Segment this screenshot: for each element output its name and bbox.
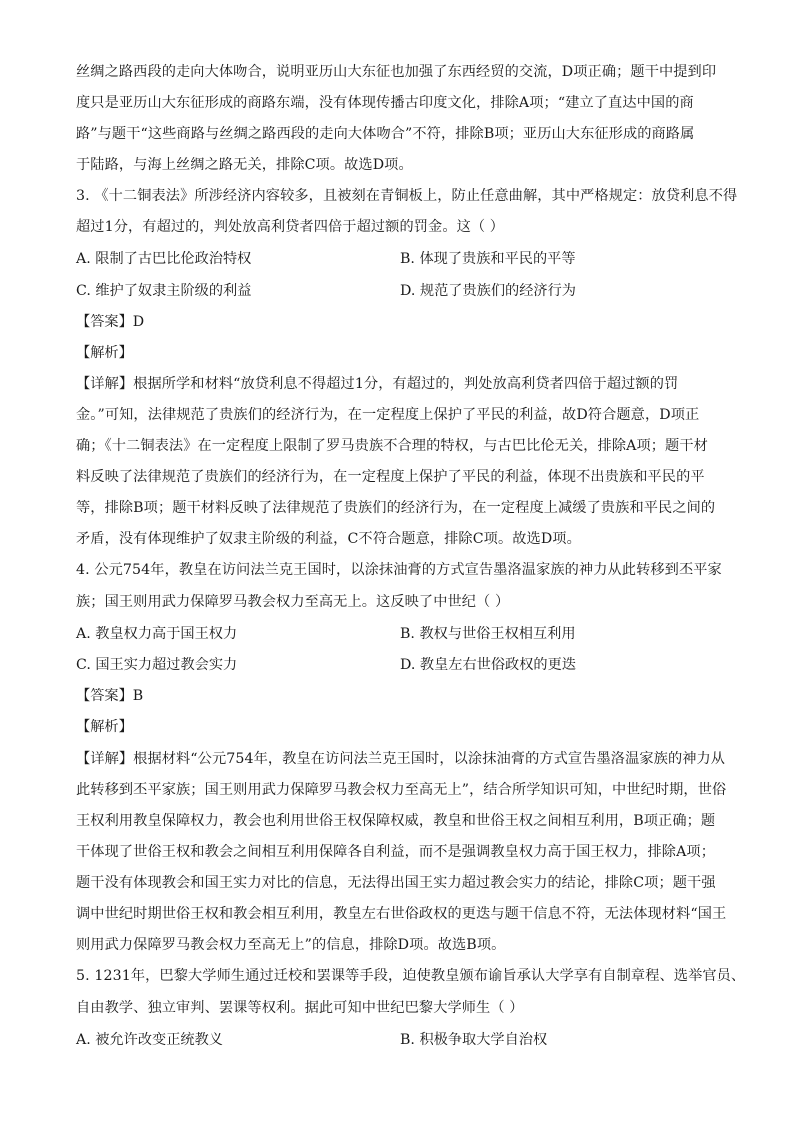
q2-analysis-line-1: 丝绸之路西段的走向大体吻合，说明亚历山大东征也加强了东西经贸的交流，D项正确；题干中提到印 — [76, 64, 717, 80]
q3-detail-line-3: 确；《十二铜表法》在一定程度上限制了罗马贵族不合理的特权，与古巴比伦无关，排除A项；题干材 — [76, 438, 708, 454]
q5-stem-line-1: 5. 1231年，巴黎大学师生通过迁校和罢课等手段，迫使教皇颁布谕旨承认大学享有自制章程、选举官员、 — [76, 968, 746, 984]
q3-stem-line-1: 3. 《十二铜表法》所涉经济内容较多，且被刻在青铜板上，防止任意曲解，其中严格规定：放贷利息不得 — [76, 188, 738, 204]
q4-option-b: B. 教权与世俗王权相互利用 — [400, 626, 576, 642]
q3-option-b: B. 体现了贵族和平民的平等 — [400, 251, 576, 267]
q4-detail-line-4: 干体现了世俗王权和教会之间相互利用保障各自利益，而不是强调教皇权力高于国王权力，排除A项； — [76, 844, 715, 860]
q3-stem-line-2: 超过1分，有超过的，判处放高利贷者四倍于超过额的罚金。这（ ） — [76, 219, 505, 235]
q3-answer: 【答案】D — [76, 314, 145, 330]
q4-detail-line-6: 调中世纪时期世俗王权和教会相互利用，教皇左右世俗政权的更迭与题干信息不符，无法体现材料“国王 — [76, 906, 727, 922]
q4-stem-line-2: 族；国王则用武力保障罗马教会权力至高无上。这反映了中世纪（ ） — [76, 594, 510, 610]
q4-detail-line-7: 则用武力保障罗马教会权力至高无上”的信息，排除D项。故选B项。 — [76, 937, 506, 953]
q4-option-a: A. 教皇权力高于国王权力 — [76, 626, 238, 642]
q3-option-a: A. 限制了古巴比伦政治特权 — [76, 251, 252, 267]
q3-option-d: D. 规范了贵族们的经济行为 — [400, 283, 576, 299]
q3-option-c: C. 维护了奴隶主阶级的利益 — [76, 283, 252, 299]
q4-stem-line-1: 4. 公元754年，教皇在访问法兰克王国时，以涂抹油膏的方式宣告墨洛温家族的神力从此转移到丕平家 — [76, 562, 722, 578]
q4-answer: 【答案】B — [76, 688, 144, 704]
q4-detail-line-1: 【详解】根据材料“公元754年，教皇在访问法兰克王国时，以涂抹油膏的方式宣告墨洛温家族的神力从 — [76, 751, 726, 767]
q5-stem-line-2: 自由教学、独立审判、罢课等权利。据此可知中世纪巴黎大学师生（ ） — [76, 1000, 524, 1016]
q3-analysis-label: 【解析】 — [76, 345, 133, 361]
q5-option-b: B. 积极争取大学自治权 — [400, 1032, 548, 1048]
q4-detail-line-3: 王权利用教皇保障权力，教会也利用世俗王权保障权威，教皇和世俗王权之间相互利用，B项正确；题 — [76, 813, 716, 829]
q4-option-c: C. 国王实力超过教会实力 — [76, 657, 238, 673]
q3-detail-line-1: 【详解】根据所学和材料“放贷利息不得超过1分，有超过的，判处放高利贷者四倍于超过额的罚 — [76, 376, 679, 392]
q4-detail-line-5: 题干没有体现教会和国王实力对比的信息，无法得出国王实力超过教会实力的结论，排除C项；题干强 — [76, 875, 716, 891]
q2-analysis-line-3: 路”与题干“这些商路与丝绸之路西段的走向大体吻合”不符，排除B项；亚历山大东征形成的商路属 — [76, 126, 695, 142]
q4-detail-line-2: 此转移到丕平家族；国王则用武力保障罗马教会权力至高无上”，结合所学知识可知，中世纪时期，世俗 — [76, 782, 727, 798]
q4-option-d: D. 教皇左右世俗政权的更迭 — [400, 657, 576, 673]
q3-detail-line-2: 金。”可知，法律规范了贵族们的经济行为，在一定程度上保护了平民的利益，故D符合题意，D项正 — [76, 407, 700, 423]
q3-detail-line-5: 等，排除B项；题干材料反映了法律规范了贵族们的经济行为，在一定程度上减缓了贵族和平民之间的 — [76, 500, 716, 516]
q4-analysis-label: 【解析】 — [76, 719, 133, 735]
q2-analysis-line-4: 于陆路，与海上丝绸之路无关，排除C项。故选D项。 — [76, 157, 413, 173]
q2-analysis-line-2: 度只是亚历山大东征形成的商路东端，没有体现传播古印度文化，排除A项；“建立了直达中国的商 — [76, 95, 694, 111]
q5-option-a: A. 被允许改变正统教义 — [76, 1032, 223, 1048]
q3-detail-line-6: 矛盾，没有体现维护了奴隶主阶级的利益，C不符合题意，排除C项。故选D项。 — [76, 531, 581, 547]
q3-detail-line-4: 料反映了法律规范了贵族们的经济行为，在一定程度上保护了平民的利益，体现不出贵族和平民的平 — [76, 469, 705, 485]
